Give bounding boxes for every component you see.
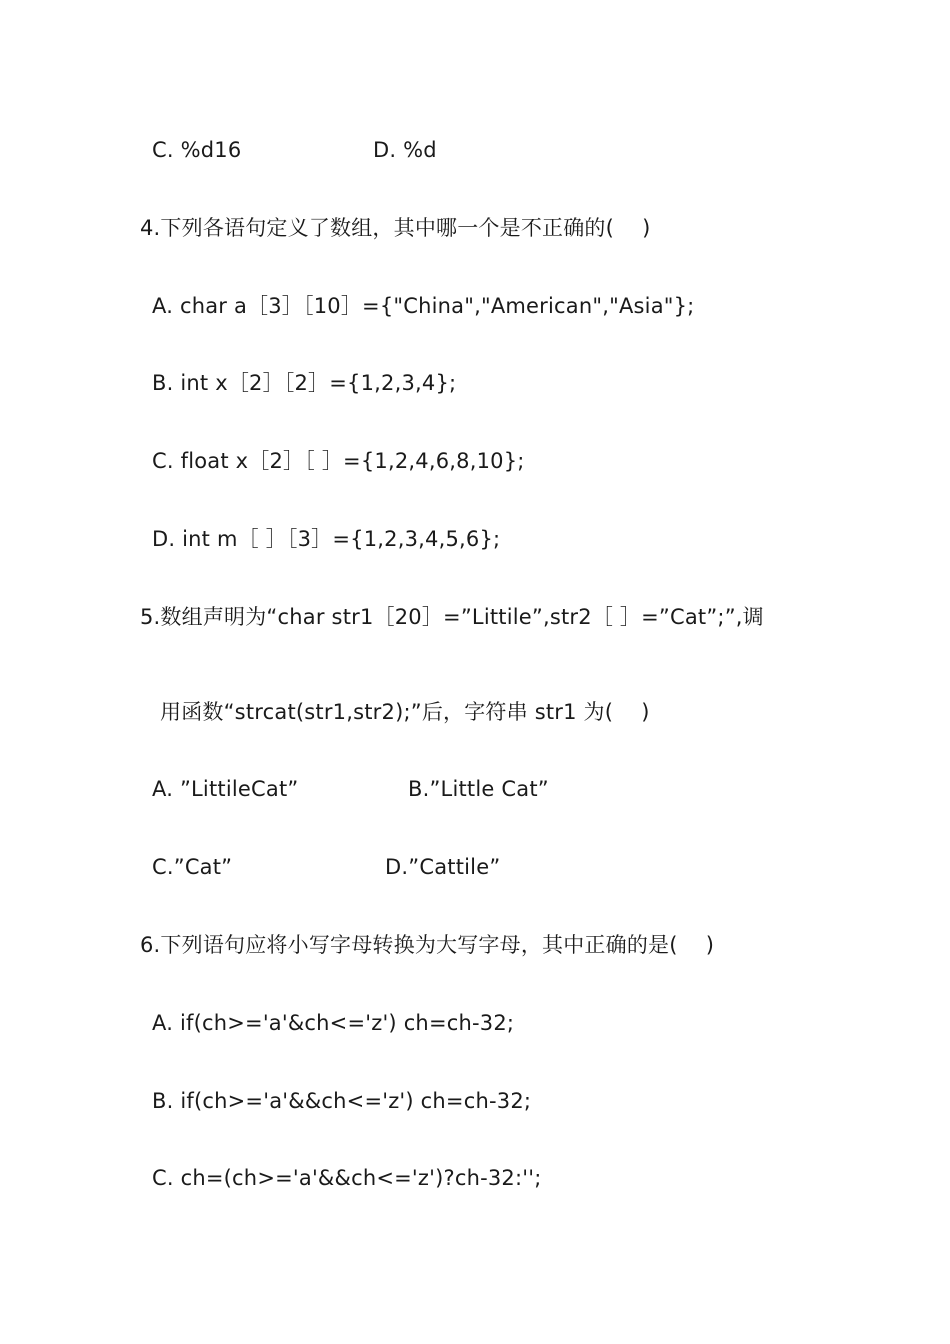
q5-option-b: B.”Little Cat” <box>408 777 549 801</box>
q5-option-d: D.”Cattile” <box>385 855 501 879</box>
q4-option-a: A. char a［3］［10］={"China","American","Asia"}; <box>152 294 695 318</box>
q4-option-d: D. int m［ ］［3］={1,2,3,4,5,6}; <box>152 527 501 551</box>
q4-option-c: C. float x［2］［ ］={1,2,4,6,8,10}; <box>152 449 525 473</box>
q6-option-b: B. if(ch>='a'&&ch<='z') ch=ch-32; <box>152 1089 532 1113</box>
q5-question-line2: 用函数“strcat(str1,str2);”后，字符串 str1 为( ) <box>160 700 650 724</box>
q3-option-c: C. %d16 <box>152 138 242 162</box>
q6-question: 6.下列语句应将小写字母转换为大写字母，其中正确的是( ) <box>140 933 715 957</box>
q3-option-d: D. %d <box>373 138 437 162</box>
q5-option-a: A. ”LittileCat” <box>152 777 299 801</box>
q4-option-b: B. int x［2］［2］={1,2,3,4}; <box>152 371 457 395</box>
q5-question-line1: 5.数组声明为“char str1［20］=”Littile”,str2［ ］=”Cat”;”,调 <box>140 605 764 629</box>
q6-option-c: C. ch=(ch>='a'&&ch<='z')?ch-32:''; <box>152 1166 542 1190</box>
q6-option-a: A. if(ch>='a'&ch<='z') ch=ch-32; <box>152 1011 515 1035</box>
q5-option-c: C.”Cat” <box>152 855 233 879</box>
q4-question: 4.下列各语句定义了数组，其中哪一个是不正确的( ) <box>140 216 651 240</box>
